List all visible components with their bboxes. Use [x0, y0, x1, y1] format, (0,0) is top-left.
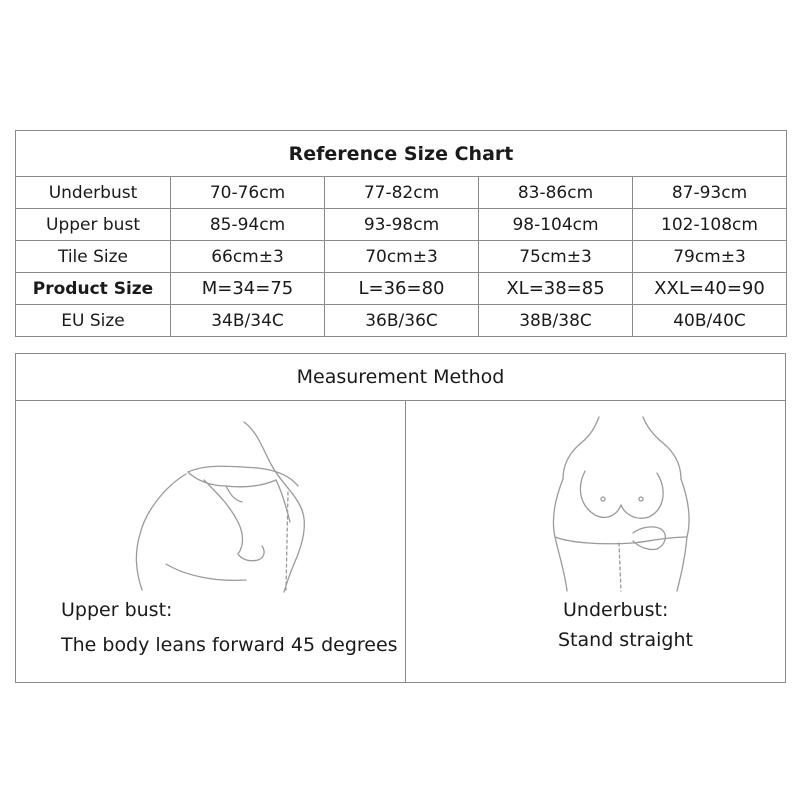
- row-label: EU Size: [16, 305, 171, 337]
- reference-size-chart: [15, 130, 787, 337]
- row-product-size: [16, 273, 787, 305]
- row-eu-size: [16, 305, 787, 337]
- cell-value: 75cm±3: [479, 241, 633, 273]
- row-tile-size: [16, 241, 787, 273]
- row-upper-bust: [16, 209, 787, 241]
- upper-bust-measuring-illustration-icon: [126, 414, 326, 594]
- cell-value: 93-98cm: [325, 209, 479, 241]
- upper-bust-caption-title: Upper bust:: [61, 599, 173, 621]
- row-label: Underbust: [16, 177, 171, 209]
- cell-value: 70-76cm: [171, 177, 325, 209]
- cell-value: 83-86cm: [479, 177, 633, 209]
- cell-value: L=36=80: [325, 273, 479, 305]
- cell-value: 36B/36C: [325, 305, 479, 337]
- cell-value: 34B/34C: [171, 305, 325, 337]
- cell-value: 38B/38C: [479, 305, 633, 337]
- underbust-caption-title: Underbust:: [563, 599, 669, 621]
- cell-value: 85-94cm: [171, 209, 325, 241]
- cell-value: 79cm±3: [633, 241, 787, 273]
- cell-value: XXL=40=90: [633, 273, 787, 305]
- chart-title: Reference Size Chart: [16, 131, 787, 177]
- row-label: Upper bust: [16, 209, 171, 241]
- measurement-method-title: Measurement Method: [16, 354, 785, 401]
- cell-value: 77-82cm: [325, 177, 479, 209]
- row-label: Tile Size: [16, 241, 171, 273]
- underbust-measuring-illustration-icon: [541, 409, 701, 594]
- upper-bust-caption-text: The body leans forward 45 degrees: [61, 634, 398, 656]
- measurement-method-panel: [15, 353, 786, 683]
- underbust-caption-text: Stand straight: [558, 629, 693, 651]
- cell-value: 87-93cm: [633, 177, 787, 209]
- panel-divider: [405, 401, 406, 682]
- cell-value: 66cm±3: [171, 241, 325, 273]
- cell-value: 102-108cm: [633, 209, 787, 241]
- cell-value: 98-104cm: [479, 209, 633, 241]
- row-underbust: [16, 177, 787, 209]
- cell-value: 70cm±3: [325, 241, 479, 273]
- cell-value: 40B/40C: [633, 305, 787, 337]
- cell-value: M=34=75: [171, 273, 325, 305]
- row-label: Product Size: [16, 273, 171, 305]
- cell-value: XL=38=85: [479, 273, 633, 305]
